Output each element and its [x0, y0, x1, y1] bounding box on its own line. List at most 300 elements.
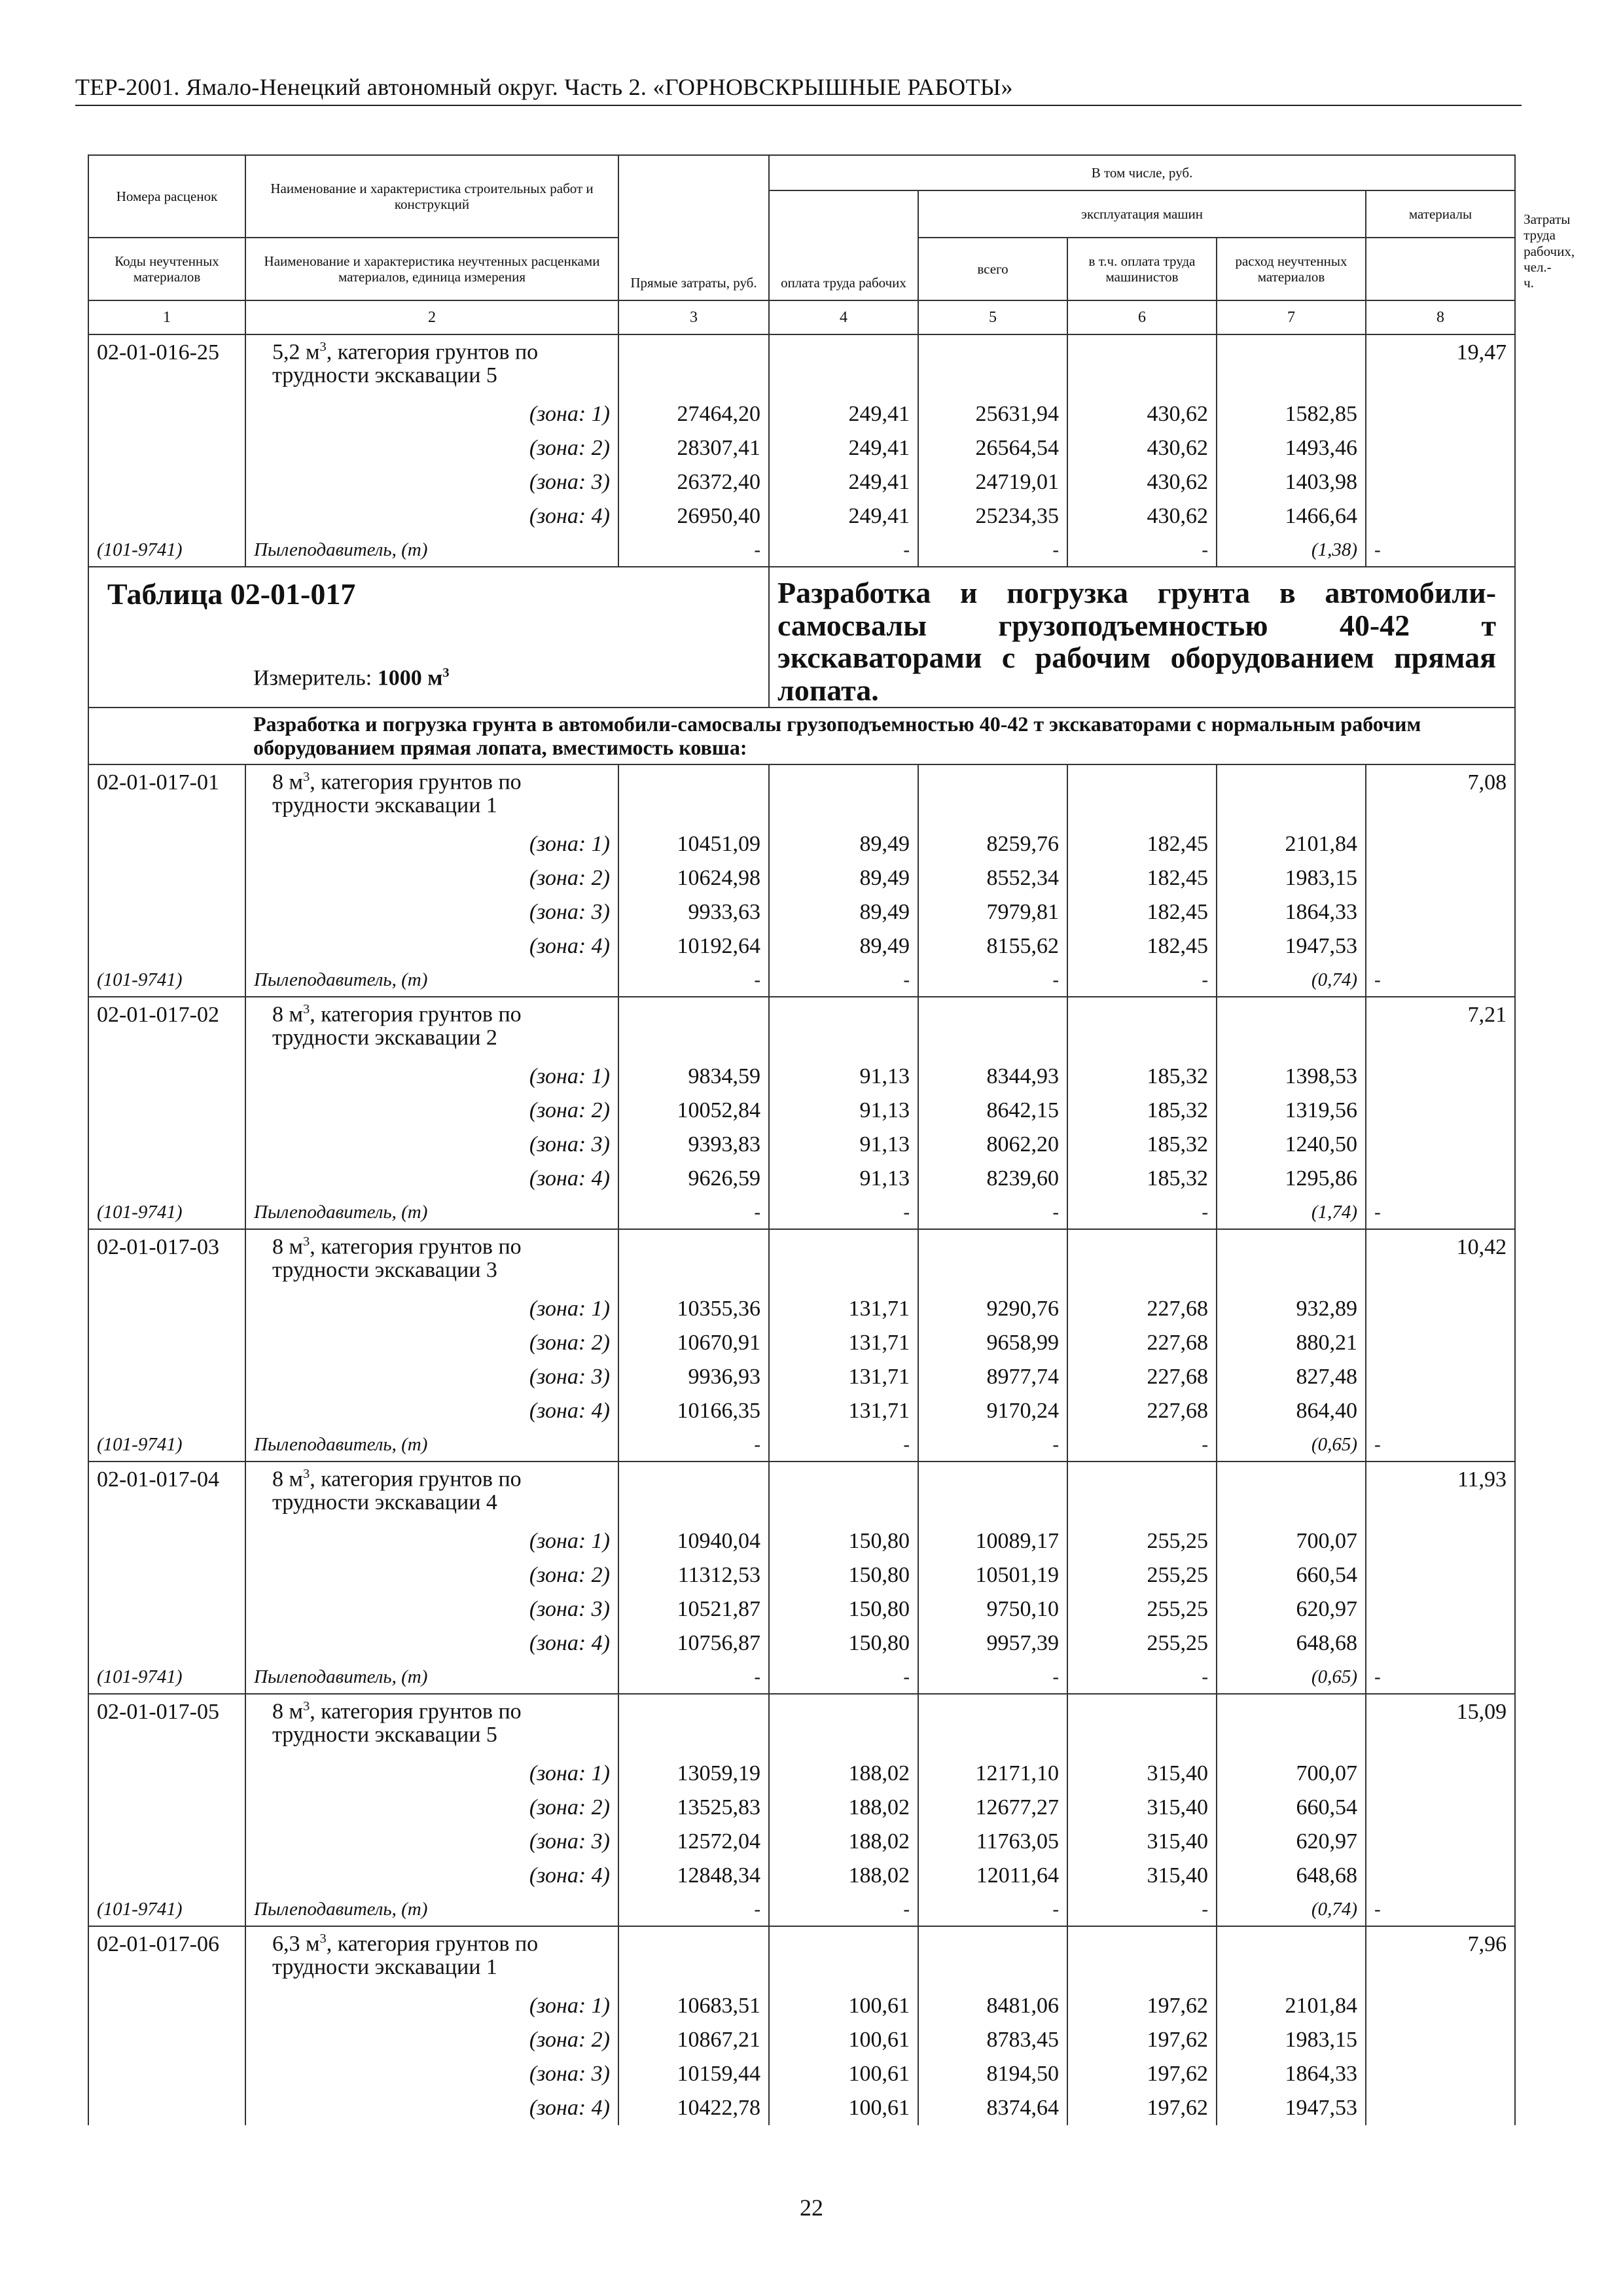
empty-cell: [1366, 2023, 1515, 2057]
empty-cell: [1366, 431, 1515, 465]
empty-cell: [88, 1558, 245, 1592]
column-number: 7: [1217, 300, 1366, 334]
dash-cell: -: [769, 1893, 918, 1926]
labor-cost: 10,42: [1366, 1229, 1515, 1292]
zone-row: [88, 465, 1515, 499]
rates-table: [88, 154, 1575, 2125]
zone-value: 1947,53: [1217, 2091, 1366, 2125]
zone-value: 89,49: [769, 895, 918, 929]
zone-value: 197,62: [1067, 2023, 1217, 2057]
meter: Измеритель: 1000 $м^3$: [253, 665, 450, 690]
zone-value: 100,61: [769, 2057, 918, 2091]
empty-cell: [918, 334, 1067, 397]
cubic-superscript: 3: [319, 1931, 327, 1946]
zone-row: [88, 1360, 1515, 1394]
zone-label: (зона: 2): [245, 431, 618, 465]
material-code: (101-9741): [88, 533, 245, 567]
zone-value: 188,02: [769, 1825, 918, 1859]
zone-value: 185,32: [1067, 1094, 1217, 1128]
zone-value: 131,71: [769, 1394, 918, 1428]
zone-value: 188,02: [769, 1859, 918, 1893]
dash-cell: -: [1067, 1893, 1217, 1926]
empty-cell: [88, 1326, 245, 1360]
empty-cell: [88, 1394, 245, 1428]
dash-cell: -: [918, 1428, 1067, 1462]
empty-cell: [1366, 861, 1515, 895]
zone-value: 700,07: [1217, 1757, 1366, 1791]
zone-row: [88, 861, 1515, 895]
empty-cell: [88, 1791, 245, 1825]
zone-value: 10052,84: [618, 1094, 769, 1128]
column-number: 1: [88, 300, 245, 334]
empty-cell: [88, 1825, 245, 1859]
empty-cell: [88, 2091, 245, 2125]
description-volume: 8 м: [272, 770, 304, 795]
column-number: 8: [1366, 300, 1515, 334]
material-code: (101-9741): [88, 1660, 245, 1694]
dash-cell: -: [769, 1196, 918, 1229]
material-code: (101-9741): [88, 1428, 245, 1462]
zone-row: [88, 1859, 1515, 1893]
empty-cell: [1067, 1694, 1217, 1757]
zone-value: 10192,64: [618, 929, 769, 963]
empty-cell: [1366, 1989, 1515, 2023]
dash-cell: -: [1366, 1660, 1515, 1694]
dash-cell: -: [1366, 963, 1515, 997]
material-row: [88, 533, 1515, 567]
zone-row: [88, 1094, 1515, 1128]
dash-cell: -: [1366, 1196, 1515, 1229]
zone-row: [88, 1292, 1515, 1326]
empty-cell: [88, 1060, 245, 1094]
zone-value: 188,02: [769, 1757, 918, 1791]
empty-cell: [88, 499, 245, 533]
zone-label: (зона: 2): [245, 2023, 618, 2057]
table-title: Разработка и погрузка грунта в автомобили-самосвалы грузоподъемностью 40-42 т экскаваторами с рабочим оборудованием прямая лопата.: [769, 567, 1515, 708]
zone-label: (зона: 2): [245, 861, 618, 895]
empty-cell: [1366, 1791, 1515, 1825]
dash-cell: -: [1366, 1893, 1515, 1926]
empty-cell: [1366, 1094, 1515, 1128]
col5-header: всего: [918, 238, 1067, 300]
zone-value: 8642,15: [918, 1094, 1067, 1128]
table-row: [88, 1462, 1515, 1524]
empty-cell: [618, 1462, 769, 1524]
col2-top-header: Наименование и характеристика строительных работ и конструкций: [245, 155, 618, 238]
table-row: [88, 764, 1515, 827]
rate-description: [245, 1462, 618, 1524]
description-volume: 6,3 м: [272, 1931, 320, 1956]
empty-cell: [88, 1757, 245, 1791]
zone-value: 9957,39: [918, 1626, 1067, 1660]
empty-cell: [769, 1462, 918, 1524]
empty-cell: [618, 1926, 769, 1989]
zone-value: 8155,62: [918, 929, 1067, 963]
machines-header: эксплуатация машин: [918, 190, 1366, 238]
zone-value: 932,89: [1217, 1292, 1366, 1326]
zone-value: 9393,83: [618, 1128, 769, 1162]
rate-code: 02-01-017-02: [88, 997, 245, 1060]
dash-cell: -: [918, 1660, 1067, 1694]
zone-value: 9290,76: [918, 1292, 1067, 1326]
zone-label: (зона: 2): [245, 1094, 618, 1128]
material-code: (101-9741): [88, 1196, 245, 1229]
zone-value: 100,61: [769, 1989, 918, 2023]
column-number: 4: [769, 300, 918, 334]
zone-value: 185,32: [1067, 1128, 1217, 1162]
zone-value: 12677,27: [918, 1791, 1067, 1825]
zone-row: [88, 2091, 1515, 2125]
zone-value: 430,62: [1067, 397, 1217, 431]
dash-cell: -: [918, 1893, 1067, 1926]
empty-cell: [88, 1592, 245, 1626]
empty-cell: [1366, 1592, 1515, 1626]
empty-cell: [88, 1128, 245, 1162]
material-name: Пылеподавитель, (т): [245, 963, 618, 997]
zone-value: 131,71: [769, 1326, 918, 1360]
zone-value: 197,62: [1067, 1989, 1217, 2023]
empty-cell: [1366, 1360, 1515, 1394]
table-row: [88, 1694, 1515, 1757]
zone-label: (зона: 1): [245, 1060, 618, 1094]
dash-cell: -: [769, 1428, 918, 1462]
description-volume: 8 м: [272, 1002, 304, 1027]
zone-label: (зона: 3): [245, 2057, 618, 2091]
zone-row: [88, 1757, 1515, 1791]
table-row: [88, 1229, 1515, 1292]
zone-value: 12848,34: [618, 1859, 769, 1893]
zone-label: (зона: 4): [245, 1394, 618, 1428]
zone-value: 648,68: [1217, 1859, 1366, 1893]
dash-cell: -: [1067, 1660, 1217, 1694]
zone-value: 197,62: [1067, 2057, 1217, 2091]
zone-row: [88, 1060, 1515, 1094]
zone-value: 9933,63: [618, 895, 769, 929]
empty-cell: [88, 1626, 245, 1660]
table-header: Номера расценок Наименование и характеристика строительных работ и конструкций Прямые затраты, руб. В том числе, руб. Затраты труда рабочих, чел.-ч. оплата труда рабочих эксплуатация машин материалы Коды неучтенных материалов Наименование и характеристика неучтенных расценками материалов, единица измерения всего в т.ч. оплата труда машинистов расход неучтенных материалов 1 2 3 4 5 6 7 8: [88, 155, 1515, 334]
description-text: , категория грунтов по трудности экскавации 5: [272, 1699, 522, 1748]
col7-header: расход неучтенных материалов: [1217, 238, 1366, 300]
cubic-superscript: 3: [303, 1467, 310, 1482]
empty-cell: [918, 1926, 1067, 1989]
zone-value: 89,49: [769, 827, 918, 861]
zone-label: (зона: 1): [245, 397, 618, 431]
zone-value: 8194,50: [918, 2057, 1067, 2091]
zone-value: 827,48: [1217, 1360, 1366, 1394]
dash-cell: -: [618, 1428, 769, 1462]
zone-label: (зона: 1): [245, 1757, 618, 1791]
empty-cell: [769, 764, 918, 827]
dash-cell: -: [1067, 533, 1217, 567]
zone-value: 10683,51: [618, 1989, 769, 2023]
description-text: , категория грунтов по трудности экскавации 2: [272, 1002, 522, 1050]
rate-description: [245, 334, 618, 397]
zone-value: 8783,45: [918, 2023, 1067, 2057]
zone-value: 185,32: [1067, 1162, 1217, 1196]
zone-value: 1240,50: [1217, 1128, 1366, 1162]
zone-value: 10355,36: [618, 1292, 769, 1326]
empty-cell: [88, 1162, 245, 1196]
col2-bottom-header: Наименование и характеристика неучтенных расценками материалов, единица измерения: [245, 238, 618, 300]
dash-cell: -: [618, 1660, 769, 1694]
rate-code: 02-01-017-01: [88, 764, 245, 827]
zone-label: (зона: 2): [245, 1326, 618, 1360]
zone-value: 13059,19: [618, 1757, 769, 1791]
cubic-superscript: 3: [303, 1699, 310, 1714]
zone-value: 315,40: [1067, 1791, 1217, 1825]
empty-cell: [769, 1229, 918, 1292]
zone-value: 182,45: [1067, 895, 1217, 929]
zone-value: 660,54: [1217, 1791, 1366, 1825]
table-subtitle: Разработка и погрузка грунта в автомобили-самосвалы грузоподъемностью 40-42 т экскаваторами с нормальным рабочим оборудованием прямая лопата, вместимость ковша:: [245, 708, 1515, 765]
table-heading: [88, 567, 1515, 764]
description-text: , категория грунтов по трудности экскавации 4: [272, 1467, 522, 1515]
zone-value: 10867,21: [618, 2023, 769, 2057]
material-name: Пылеподавитель, (т): [245, 533, 618, 567]
zone-value: 1864,33: [1217, 2057, 1366, 2091]
zone-value: 315,40: [1067, 1757, 1217, 1791]
zone-value: 150,80: [769, 1626, 918, 1660]
zone-label: (зона: 1): [245, 1524, 618, 1558]
zone-value: 25631,94: [918, 397, 1067, 431]
zone-value: 12011,64: [918, 1859, 1067, 1893]
zone-value: 100,61: [769, 2023, 918, 2057]
zone-value: 12171,10: [918, 1757, 1067, 1791]
zone-value: 8062,20: [918, 1128, 1067, 1162]
material-name: Пылеподавитель, (т): [245, 1660, 618, 1694]
zone-value: 26564,54: [918, 431, 1067, 465]
zone-value: 10521,87: [618, 1592, 769, 1626]
zone-value: 12572,04: [618, 1825, 769, 1859]
zone-value: 315,40: [1067, 1859, 1217, 1893]
zone-label: (зона: 4): [245, 499, 618, 533]
zone-value: 249,41: [769, 465, 918, 499]
empty-cell: [618, 1229, 769, 1292]
zone-value: 91,13: [769, 1162, 918, 1196]
zone-value: 8259,76: [918, 827, 1067, 861]
empty-cell: [618, 764, 769, 827]
zone-value: 700,07: [1217, 1524, 1366, 1558]
zone-label: (зона: 3): [245, 1360, 618, 1394]
col1-bottom-header: Коды неучтенных материалов: [88, 238, 245, 300]
zone-value: 9626,59: [618, 1162, 769, 1196]
zone-value: 182,45: [1067, 861, 1217, 895]
material-row: [88, 1428, 1515, 1462]
zone-value: 13525,83: [618, 1791, 769, 1825]
zone-value: 24719,01: [918, 465, 1067, 499]
empty-cell: [769, 997, 918, 1060]
empty-cell: [1217, 1229, 1366, 1292]
empty-cell: [1366, 499, 1515, 533]
rate-description: [245, 1926, 618, 1989]
previous-entry: [88, 334, 1515, 567]
zone-value: 91,13: [769, 1060, 918, 1094]
labor-cost: 7,96: [1366, 1926, 1515, 1989]
empty-cell: [1366, 1626, 1515, 1660]
empty-cell: [1366, 1558, 1515, 1592]
empty-cell: [1366, 929, 1515, 963]
table-name: Таблица 02-01-017: [88, 567, 769, 658]
dash-cell: -: [1366, 533, 1515, 567]
table-row: [88, 1926, 1515, 1989]
rate-code: 02-01-017-03: [88, 1229, 245, 1292]
zone-value: 150,80: [769, 1524, 918, 1558]
zone-value: 11763,05: [918, 1825, 1067, 1859]
empty-cell: [1366, 2091, 1515, 2125]
zone-value: 131,71: [769, 1360, 918, 1394]
col4-header: оплата труда рабочих: [769, 190, 918, 300]
dash-cell: -: [769, 1660, 918, 1694]
zone-value: 648,68: [1217, 1626, 1366, 1660]
empty-cell: [1067, 1229, 1217, 1292]
zone-row: [88, 1989, 1515, 2023]
zone-row: [88, 1825, 1515, 1859]
zone-value: 10451,09: [618, 827, 769, 861]
zone-value: 255,25: [1067, 1524, 1217, 1558]
empty-cell: [1366, 1128, 1515, 1162]
zone-value: 89,49: [769, 929, 918, 963]
empty-cell: [1366, 827, 1515, 861]
zone-row: [88, 929, 1515, 963]
zone-value: 150,80: [769, 1592, 918, 1626]
zone-value: 1983,15: [1217, 861, 1366, 895]
zone-label: (зона: 4): [245, 1626, 618, 1660]
zone-value: 9658,99: [918, 1326, 1067, 1360]
zone-value: 8552,34: [918, 861, 1067, 895]
zone-value: 182,45: [1067, 827, 1217, 861]
zone-value: 10940,04: [618, 1524, 769, 1558]
empty-cell: [88, 431, 245, 465]
zone-value: 2101,84: [1217, 827, 1366, 861]
zone-value: 227,68: [1067, 1292, 1217, 1326]
empty-cell: [88, 827, 245, 861]
labor-cost: 7,21: [1366, 997, 1515, 1060]
empty-cell: [918, 1462, 1067, 1524]
dash-cell: -: [618, 1196, 769, 1229]
cubic-superscript: 3: [303, 1234, 310, 1249]
rate-code: 02-01-017-05: [88, 1694, 245, 1757]
zone-row: [88, 1791, 1515, 1825]
spacer-cell: [88, 658, 245, 708]
material-qty: (1,38): [1217, 533, 1366, 567]
material-code: (101-9741): [88, 1893, 245, 1926]
empty-cell: [1366, 895, 1515, 929]
zone-value: 8977,74: [918, 1360, 1067, 1394]
description-text: , категория грунтов по трудности экскавации 1: [272, 770, 522, 818]
materials-header: материалы: [1366, 190, 1515, 238]
dash-cell: -: [618, 1893, 769, 1926]
column-number: 2: [245, 300, 618, 334]
rate-description: [245, 1229, 618, 1292]
zone-label: (зона: 4): [245, 1162, 618, 1196]
empty-cell: [918, 997, 1067, 1060]
material-row: [88, 1893, 1515, 1926]
zone-value: 255,25: [1067, 1558, 1217, 1592]
zone-value: 25234,35: [918, 499, 1067, 533]
zone-label: (зона: 3): [245, 1592, 618, 1626]
description-text: , категория грунтов по трудности экскавации 1: [272, 1931, 539, 1980]
empty-cell: [918, 1229, 1067, 1292]
labor-cost: 7,08: [1366, 764, 1515, 827]
rate-code: 02-01-016-25: [88, 334, 245, 397]
including-header: В том числе, руб.: [769, 155, 1515, 190]
empty-cell: [1217, 1694, 1366, 1757]
zone-value: 131,71: [769, 1292, 918, 1326]
zone-value: 9936,93: [618, 1360, 769, 1394]
zone-value: 1493,46: [1217, 431, 1366, 465]
empty-cell: [1366, 1825, 1515, 1859]
zone-value: 8481,06: [918, 1989, 1067, 2023]
zone-value: 1319,56: [1217, 1094, 1366, 1128]
zone-value: 864,40: [1217, 1394, 1366, 1428]
empty-cell: [1366, 1060, 1515, 1094]
zone-value: 9750,10: [918, 1592, 1067, 1626]
dash-cell: -: [769, 533, 918, 567]
empty-cell: [88, 1859, 245, 1893]
col6-header: в т.ч. оплата труда машинистов: [1067, 238, 1217, 300]
zone-value: 1398,53: [1217, 1060, 1366, 1094]
empty-cell: [1067, 1462, 1217, 1524]
column-number: 3: [618, 300, 769, 334]
zone-value: 188,02: [769, 1791, 918, 1825]
material-name: Пылеподавитель, (т): [245, 1428, 618, 1462]
zone-value: 249,41: [769, 499, 918, 533]
zone-value: 10670,91: [618, 1326, 769, 1360]
zone-value: 7979,81: [918, 895, 1067, 929]
material-name: Пылеподавитель, (т): [245, 1893, 618, 1926]
zone-value: 91,13: [769, 1094, 918, 1128]
zone-value: 255,25: [1067, 1592, 1217, 1626]
zone-value: 1983,15: [1217, 2023, 1366, 2057]
zone-value: 227,68: [1067, 1394, 1217, 1428]
zone-value: 197,62: [1067, 2091, 1217, 2125]
empty-cell: [1067, 764, 1217, 827]
zone-value: 249,41: [769, 397, 918, 431]
empty-cell: [1366, 1524, 1515, 1558]
empty-cell: [1366, 1162, 1515, 1196]
zone-value: 9834,59: [618, 1060, 769, 1094]
empty-cell: [88, 465, 245, 499]
description-volume: 5,2 м: [272, 340, 320, 365]
material-qty: (0,65): [1217, 1660, 1366, 1694]
zone-label: (зона: 1): [245, 1292, 618, 1326]
column-numbers-row: [88, 300, 1515, 334]
zone-value: 620,97: [1217, 1825, 1366, 1859]
zone-value: 8374,64: [918, 2091, 1067, 2125]
zone-row: [88, 2023, 1515, 2057]
zone-value: 1403,98: [1217, 465, 1366, 499]
empty-cell: [769, 1926, 918, 1989]
zone-value: 227,68: [1067, 1326, 1217, 1360]
zone-value: 255,25: [1067, 1626, 1217, 1660]
zone-row: [88, 2057, 1515, 2091]
zone-value: 10089,17: [918, 1524, 1067, 1558]
zone-row: [88, 827, 1515, 861]
zone-row: [88, 1558, 1515, 1592]
empty-cell: [88, 1360, 245, 1394]
material-qty: (0,74): [1217, 963, 1366, 997]
empty-cell: [1366, 397, 1515, 431]
material-code: (101-9741): [88, 963, 245, 997]
zone-value: 100,61: [769, 2091, 918, 2125]
material-qty: (1,74): [1217, 1196, 1366, 1229]
description-volume: 8 м: [272, 1234, 304, 1259]
empty-cell: [1217, 334, 1366, 397]
empty-cell: [618, 1694, 769, 1757]
spacer-cell: [88, 708, 245, 765]
empty-cell: [769, 334, 918, 397]
zone-value: 185,32: [1067, 1060, 1217, 1094]
